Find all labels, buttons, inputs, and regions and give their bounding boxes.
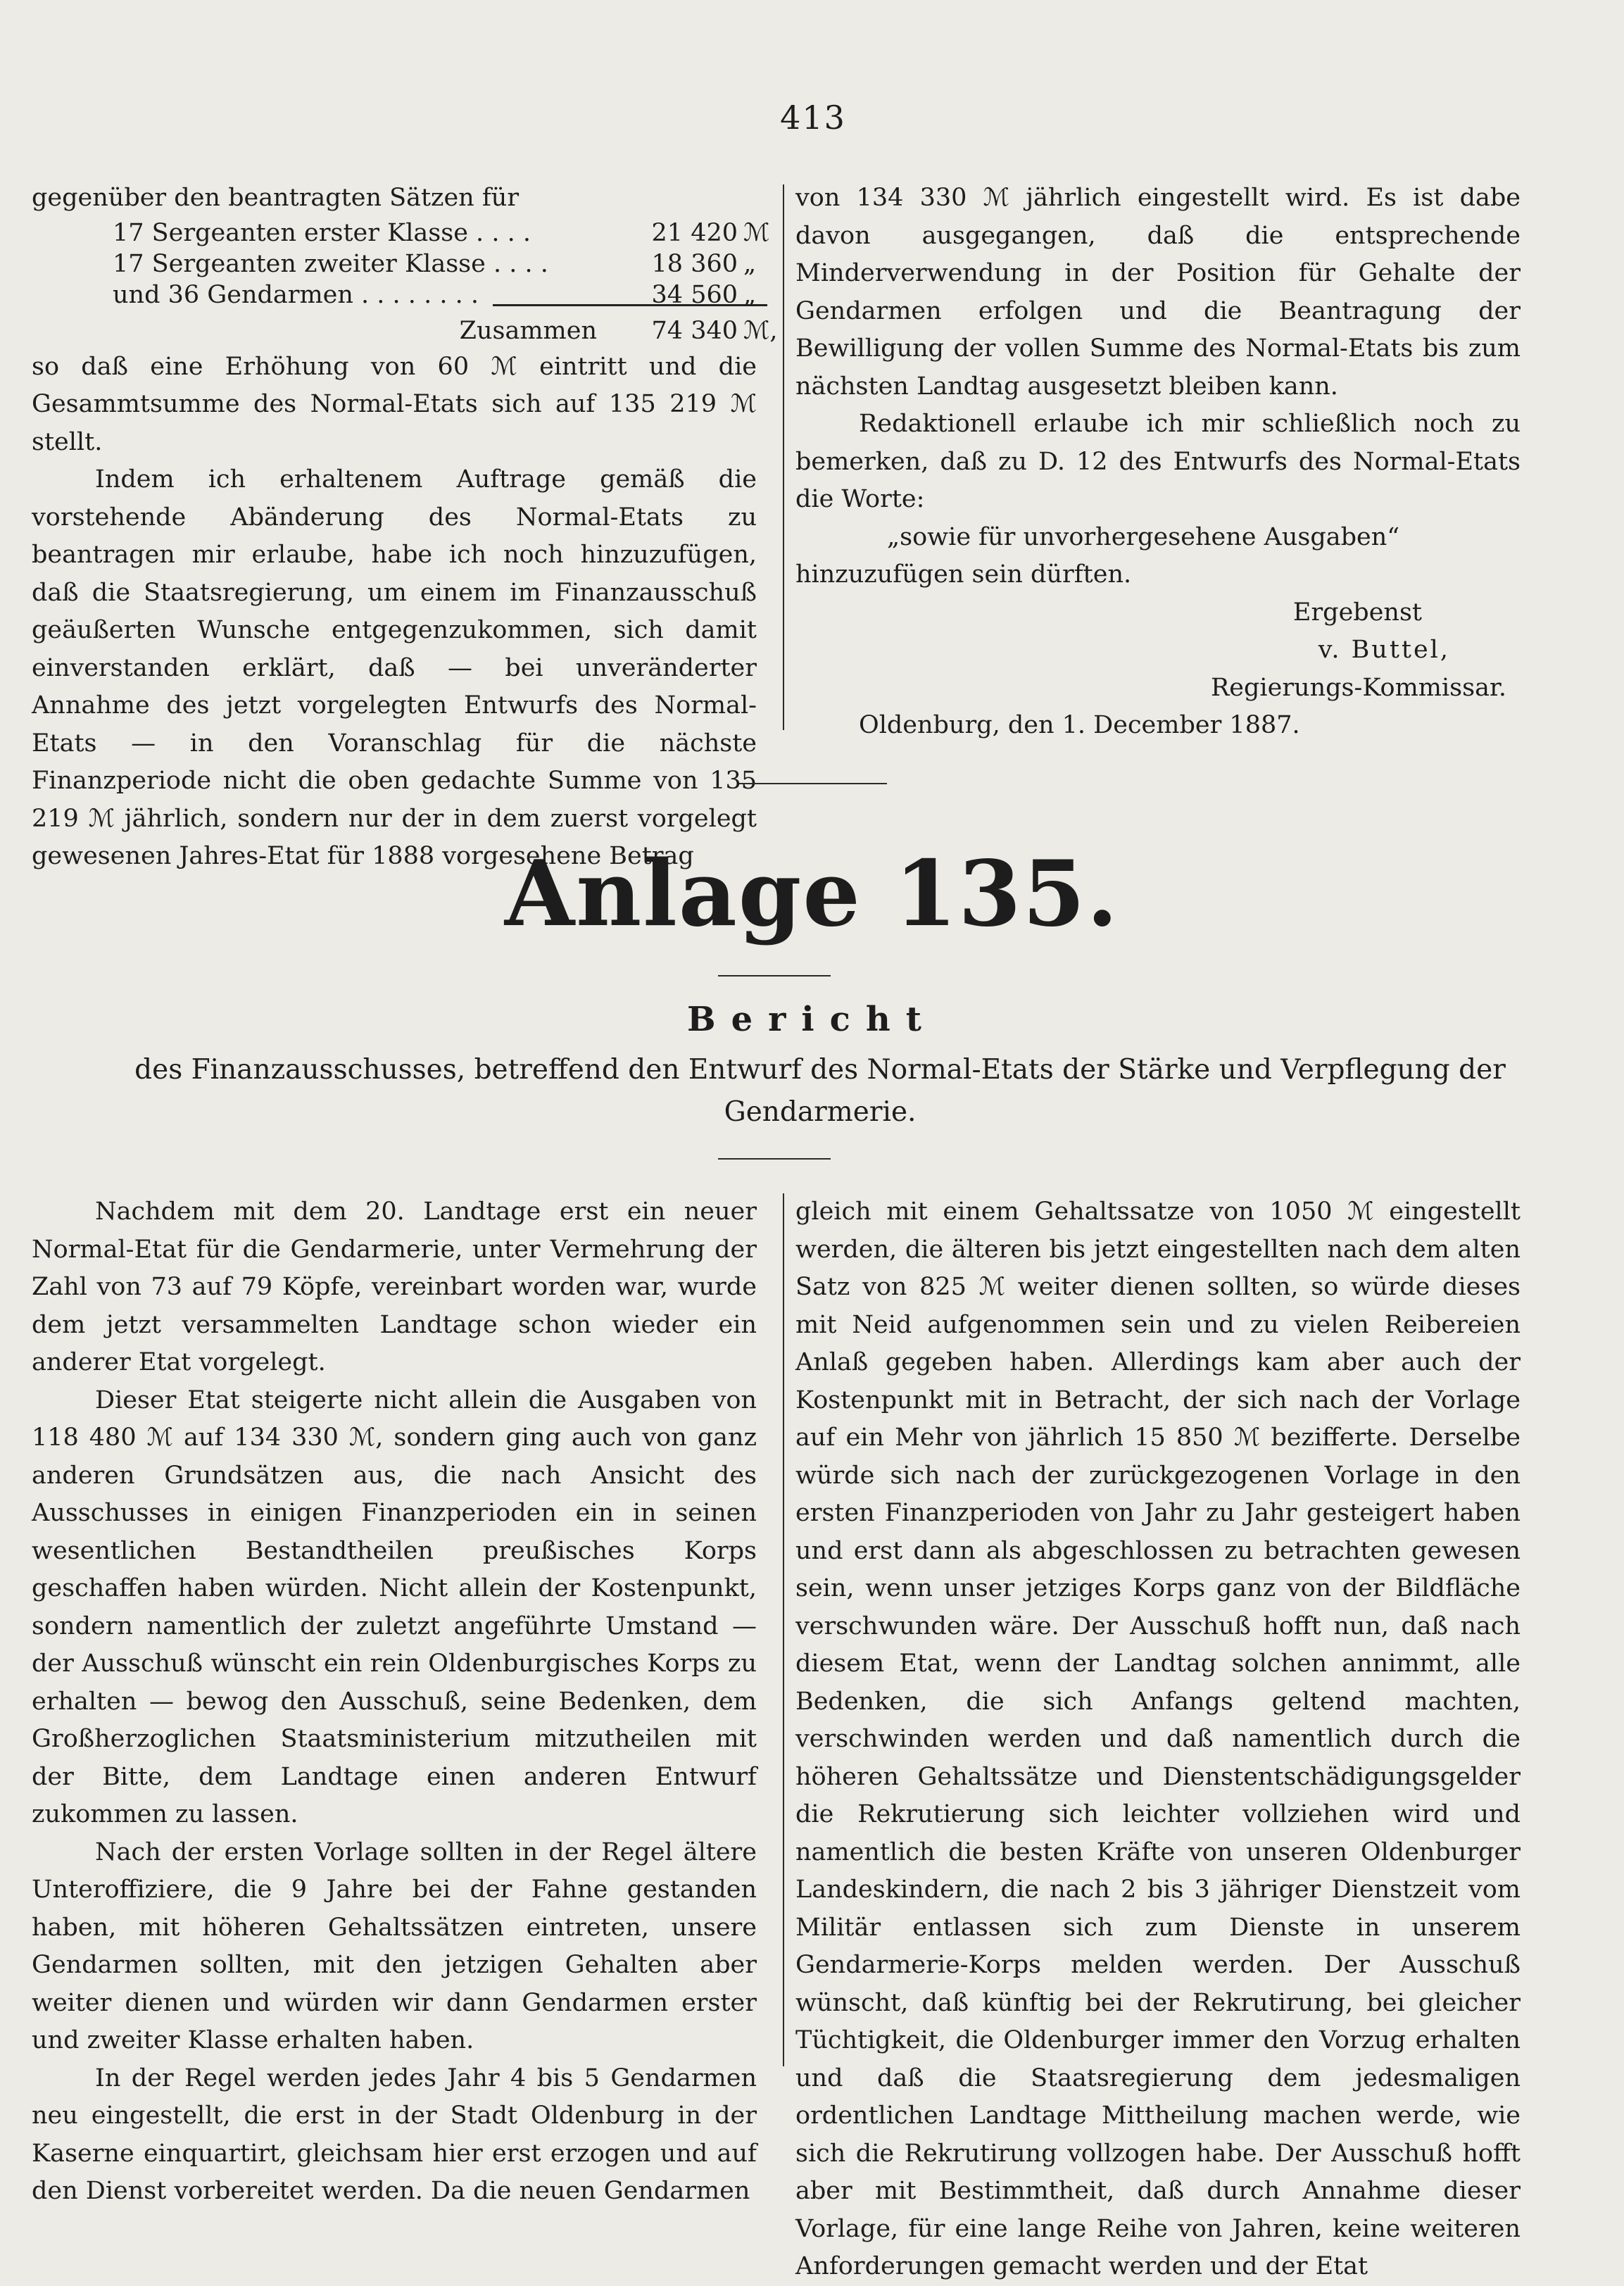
row-amount: 34 560 <box>651 280 738 309</box>
paragraph: von 134 330 ℳ jährlich eingestellt wird. Es ist dabe davon ausgegangen, daß die entsprechende Minderverwendung in der Position für Gehalte der Gendarmen erfolgen und die Beantragung der Bewilligung der vollen Summe des Normal-Etats bis zum nächsten Landtag ausgesetzt bleiben kann. <box>795 184 1521 401</box>
row-unit: „ <box>743 249 757 278</box>
row-unit: ℳ <box>743 218 770 247</box>
place-date: Oldenburg, den 1. December 1887. <box>859 711 1300 739</box>
signer-title: Regierungs-Kommissar. <box>1210 673 1506 702</box>
table-intro: gegenüber den beantragten Sätzen für <box>32 184 520 212</box>
body-right-column <box>795 1193 1521 2286</box>
closing: Ergebenst <box>1292 598 1422 627</box>
row-label: 17 Sergeanten zweiter Klasse . . . . <box>113 249 548 278</box>
sum-underline <box>493 304 767 306</box>
row-amount: 21 420 <box>651 218 738 247</box>
total-unit: ℳ, <box>743 316 778 345</box>
top-left-column <box>32 180 778 876</box>
page-number: 413 <box>780 99 846 137</box>
column-divider <box>783 184 784 730</box>
table-total <box>32 313 778 348</box>
column-divider <box>783 1193 784 2066</box>
cost-table <box>113 218 774 310</box>
signer-name: v. Buttel, <box>1318 636 1450 664</box>
report-subtitle: des Finanzausschusses, betreffend den Entwurf des Normal-Etats der Stärke und Verpflegung der Gendarmerie. <box>134 1054 1506 1128</box>
paragraph: Redaktionell erlaube ich mir schließlich noch zu bemerken, daß zu D. 12 des Entwurfs des Normal-Etats die Worte: <box>795 410 1521 513</box>
paragraph: hinzuzufügen sein dürften. <box>795 560 1132 589</box>
row-label: und 36 Gendarmen . . . . . . . . <box>113 280 479 309</box>
paragraph: Nachdem mit dem 20. Landtage erst ein neuer Normal-Etat für die Gendarmerie, unter Vermehrung der Zahl von 73 auf 79 Köpfe, vereinbart worden war, wurde dem jetzt versammelten Landtage schon wieder ein anderer Etat vorgelegt. <box>32 1198 757 1376</box>
top-right-column <box>795 180 1521 745</box>
paragraph: Indem ich erhaltenem Auftrage gemäß die vorstehende Abänderung des Normal-Etats zu beantragen mir erlaube, habe ich noch hinzuzufügen, daß die Staatsregierung, um einem im Finanzausschuß geäußerten Wunsche entgegenzukommen, sich damit einverstanden erklärt, daß — bei unveränderter Annahme des jetzt vorgelegten Entwurfs des Normal-Etats — in den Voranschlag für die nächste Finanzperiode nicht die oben gedachte Summe von 135 219 ℳ jährlich, sondern nur der in dem zuerst vorgelegt gewesenen Jahres-Etat für 1888 vorgesehene Betrag <box>32 465 757 870</box>
row-unit: „ <box>743 280 757 309</box>
heading-divider <box>718 975 831 976</box>
paragraph: In der Regel werden jedes Jahr 4 bis 5 Gendarmen neu eingestellt, die erst in der Stadt Oldenburg in der Kaserne einquartirt, gleichsam hier erst erzogen und auf den Dienst vorbereitet werden. Da die neuen Gendarmen <box>32 2064 757 2205</box>
row-amount: 18 360 <box>651 249 738 278</box>
section-divider <box>739 783 887 784</box>
body-left-column <box>32 1193 757 2211</box>
heading-divider <box>718 1158 831 1160</box>
paragraph: so daß eine Erhöhung von 60 ℳ eintritt und die Gesammtsumme des Normal-Etats sich auf 135 219 ℳ stellt. <box>32 352 757 456</box>
row-label: 17 Sergeanten erster Klasse . . . . <box>113 218 531 247</box>
total-label: Zusammen <box>459 316 597 345</box>
report-title: Bericht <box>687 1000 937 1039</box>
paragraph: Dieser Etat steigerte nicht allein die Ausgaben von 118 480 ℳ auf 134 330 ℳ, sondern ging auch von ganz anderen Grundsätzen aus, die nach Ansicht des Ausschusses in einigen Finanzperioden ein in seinen wesentlichen Bestandtheilen preußisches Korps geschaffen haben würden. Nicht allein der Kostenpunkt, sondern namentlich der zuletzt angeführte Umstand — der Ausschuß wünscht ein rein Oldenburgisches Korps zu erhalten — bewog den Ausschuß, seine Bedenken, dem Großherzoglichen Staatsministerium mitzutheilen mit der Bitte, dem Landtage einen anderen Entwurf zukommen zu lassen. <box>32 1386 757 1828</box>
anlage-heading: Anlage 135. <box>504 841 1120 947</box>
paragraph: gleich mit einem Gehaltssatze von 1050 ℳ eingestellt werden, die älteren bis jetzt eingestellten nach dem alten Satz von 825 ℳ weiter dienen sollten, so würde dieses mit Neid aufgenommen sein und zu vielen Reibereien Anlaß gegeben haben. Allerdings kam aber auch der Kostenpunkt mit in Betracht, der sich nach der Vorlage auf ein Mehr von jährlich 15 850 ℳ bezifferte. Derselbe würde sich nach der zurückgezogenen Vorlage in den ersten Finanzperioden von Jahr zu Jahr gesteigert haben und erst dann als abgeschlossen zu betrachten gewesen sein, wenn unser jetziges Korps ganz von der Bildfläche verschwunden wäre. Der Ausschuß hofft nun, daß nach diesem Etat, wenn der Landtag solchen annimmt, alle Bedenken, die sich Anfangs geltend machten, verschwinden werden und daß namentlich durch die höheren Gehaltssätze und Dienstentschädigungsgelder die Rekrutierung sich leichter vollziehen wird und namentlich die besten Kräfte von unseren Oldenburger Landeskindern, die nach 2 bis 3 jähriger Dienstzeit vom Militär entlassen sich zum Dienste in unserem Gendarmerie-Korps melden werden. Der Ausschuß wünscht, daß künftig bei der Rekrutirung, bei gleicher Tüchtigkeit, die Oldenburger immer den Vorzug erhalten und daß die Staatsregierung dem jedesmaligen ordentlichen Landtage Mittheilung machen werde, wie sich die Rekrutirung vollzogen habe. Der Ausschuß hofft aber mit Bestimmtheit, daß durch Annahme dieser Vorlage, für eine lange Reihe von Jahren, keine weiteren Anforderungen gemacht werden und der Etat <box>795 1198 1521 2280</box>
paragraph: Nach der ersten Vorlage sollten in der Regel ältere Unteroffiziere, die 9 Jahre bei der Fahne gestanden haben, mit höheren Gehaltssätzen eintreten, unsere Gendarmen sollten, mit den jetzigen Gehalten aber weiter dienen und würden wir dann Gendarmen erster und zweiter Klasse erhalten haben. <box>32 1838 757 2054</box>
total-amount: 74 340 <box>651 316 738 345</box>
table-row <box>113 249 774 280</box>
quoted-words: „sowie für unvorhergesehene Ausgaben“ <box>887 522 1400 551</box>
table-row <box>113 218 774 249</box>
